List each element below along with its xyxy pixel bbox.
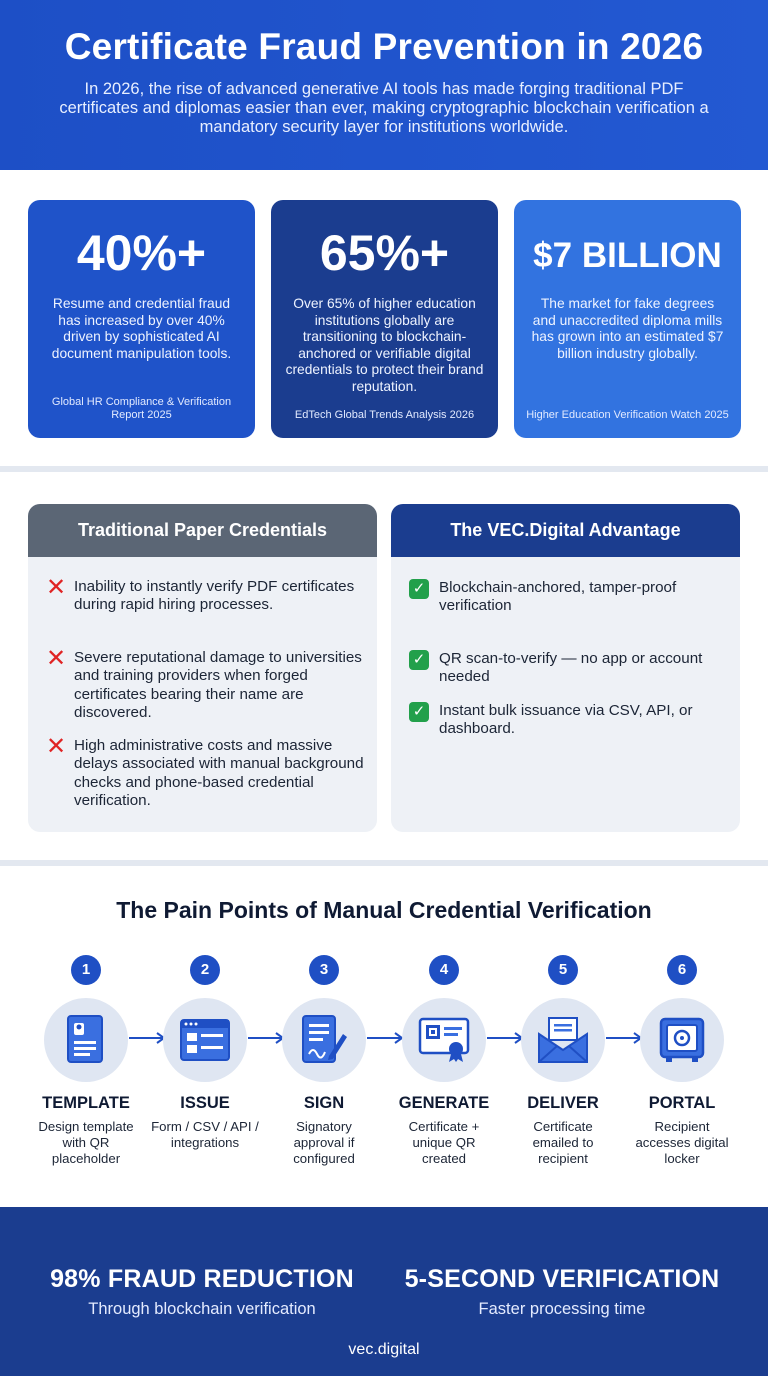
stat-description: Over 65% of higher education institutions globally are transitioning to blockchain-anchored or verifiable digital credentials to protect their brand reputation. xyxy=(285,296,484,394)
step-description: Design template with QR placeholder xyxy=(38,1119,134,1166)
step-template xyxy=(26,955,146,1167)
sign-document-icon xyxy=(299,1014,349,1066)
stat-card-fraud-increase xyxy=(28,200,255,438)
template-document-icon xyxy=(64,1014,108,1066)
section-divider xyxy=(0,466,768,472)
stat-value: 65%+ xyxy=(319,225,450,281)
metric-label: Faster processing time xyxy=(478,1300,646,1318)
stat-card-market xyxy=(514,200,741,438)
metric-verification-speed xyxy=(370,1265,754,1319)
intro-text: In 2026, the rise of advanced generative AI tools has made forging traditional PDF certificates and diplomas easier than ever, making cryptographic blockchain verification a mandatory security layer for institutions worldwide. xyxy=(59,80,709,136)
check-icon: ✓ xyxy=(409,579,429,599)
step-number: 6 xyxy=(667,955,697,985)
list-item-text: High administrative costs and massive delays associated with manual background checks and phone-based credential verification. xyxy=(74,737,364,809)
step-name: SIGN xyxy=(303,1094,345,1112)
list-item xyxy=(46,645,367,722)
step-description: Certificate emailed to recipient xyxy=(532,1119,594,1166)
pain-points-title: The Pain Points of Manual Credential Verification xyxy=(116,897,652,923)
step-description: Signatory approval if configured xyxy=(293,1119,355,1166)
stat-card-institutions xyxy=(271,200,498,438)
metric-label: Through blockchain verification xyxy=(88,1300,316,1318)
header-banner xyxy=(0,0,768,170)
metric-value: 5-SECOND VERIFICATION xyxy=(404,1265,720,1293)
step-name: GENERATE xyxy=(398,1094,490,1112)
vec-advantage-panel xyxy=(391,504,740,832)
panel-title: Traditional Paper Credentials xyxy=(28,504,377,557)
stat-value: 40%+ xyxy=(76,225,207,281)
site-link[interactable]: vec.digital xyxy=(348,1341,420,1358)
metric-fraud-reduction xyxy=(10,1265,394,1319)
step-description: Certificate + unique QR created xyxy=(408,1119,480,1166)
step-number: 3 xyxy=(309,955,339,985)
step-number: 2 xyxy=(190,955,220,985)
step-generate xyxy=(384,955,504,1167)
step-icon-circle xyxy=(163,998,247,1082)
step-name: ISSUE xyxy=(180,1094,230,1112)
step-number: 4 xyxy=(429,955,459,985)
stat-source: Higher Education Verification Watch 2025 xyxy=(526,409,729,421)
list-item-text: Severe reputational damage to universities and training providers when forged certificates bearing their name are discovered. xyxy=(74,649,362,721)
stat-value: $7 BILLION xyxy=(533,236,722,275)
page-title: Certificate Fraud Prevention in 2026 xyxy=(64,26,704,67)
safe-locker-icon xyxy=(658,1016,706,1064)
step-sign xyxy=(264,955,384,1167)
list-item xyxy=(409,579,730,616)
step-portal xyxy=(622,955,742,1167)
list-item xyxy=(409,650,730,687)
stat-description: The market for fake degrees and unaccredited diploma mills has grown into an estimated $7 billion industry globally. xyxy=(531,296,724,361)
step-description: Form / CSV / API / integrations xyxy=(151,1119,259,1150)
list-item-text: Inability to instantly verify PDF certificates during rapid hiring processes. xyxy=(74,578,355,614)
stat-description: Resume and credential fraud has increased by over 40% driven by sophisticated AI document manipulation tools. xyxy=(51,296,232,361)
step-deliver xyxy=(503,955,623,1167)
cross-icon: ✕ xyxy=(46,645,67,672)
step-description: Recipient accesses digital locker xyxy=(635,1119,729,1166)
step-icon-circle xyxy=(402,998,486,1082)
footer-banner xyxy=(0,1207,768,1376)
form-window-icon xyxy=(179,1018,231,1062)
step-name: PORTAL xyxy=(648,1094,716,1112)
panel-title: The VEC.Digital Advantage xyxy=(391,504,740,557)
cross-icon: ✕ xyxy=(46,733,67,760)
section-divider xyxy=(0,860,768,866)
step-name: TEMPLATE xyxy=(42,1094,130,1112)
step-icon-circle xyxy=(640,998,724,1082)
step-number: 5 xyxy=(548,955,578,985)
step-icon-circle xyxy=(44,998,128,1082)
envelope-icon xyxy=(537,1016,589,1064)
stat-source: EdTech Global Trends Analysis 2026 xyxy=(294,409,475,421)
list-item xyxy=(46,733,367,810)
check-icon: ✓ xyxy=(409,702,429,722)
step-icon-circle xyxy=(521,998,605,1082)
traditional-credentials-panel xyxy=(28,504,377,832)
stat-source: Global HR Compliance & Verification Report 2025 xyxy=(51,396,232,421)
step-issue xyxy=(145,955,265,1151)
list-item-text: Blockchain-anchored, tamper-proof verification xyxy=(439,579,677,615)
certificate-qr-icon xyxy=(418,1017,470,1063)
step-icon-circle xyxy=(282,998,366,1082)
cross-icon: ✕ xyxy=(46,574,67,601)
list-item-text: Instant bulk issuance via CSV, API, or dashboard. xyxy=(439,702,693,738)
metric-value: 98% FRAUD REDUCTION xyxy=(50,1265,354,1293)
check-icon: ✓ xyxy=(409,650,429,670)
step-number: 1 xyxy=(71,955,101,985)
list-item-text: QR scan-to-verify — no app or account needed xyxy=(439,650,703,686)
list-item xyxy=(46,574,367,615)
list-item xyxy=(409,702,730,739)
step-name: DELIVER xyxy=(527,1094,599,1112)
